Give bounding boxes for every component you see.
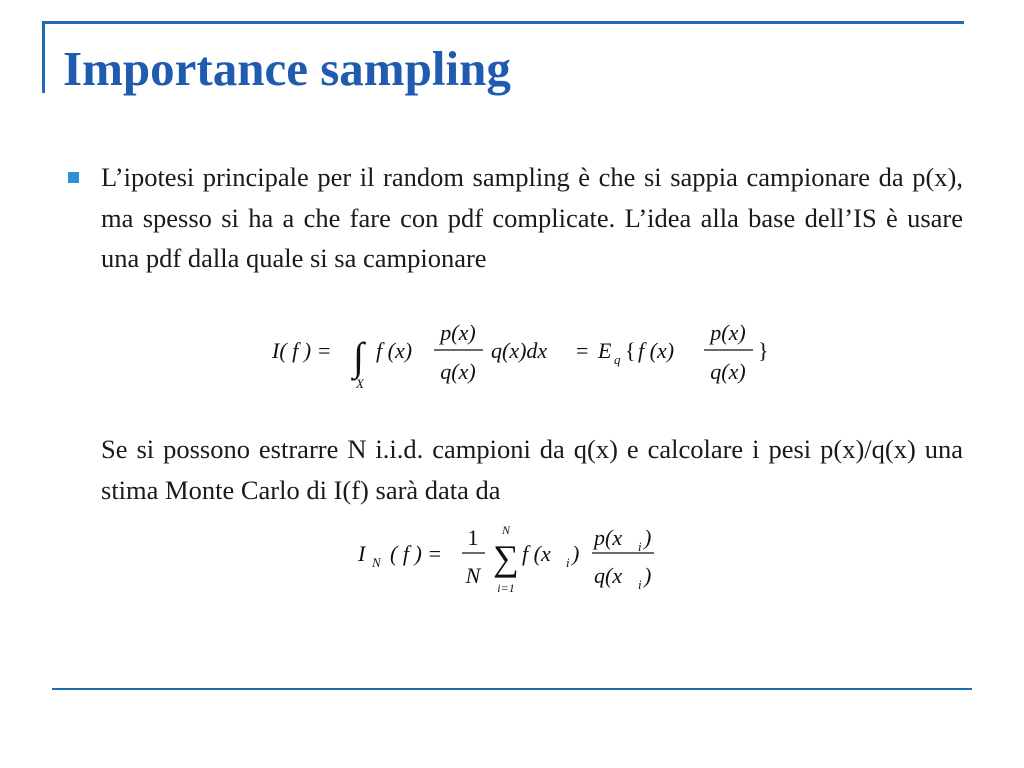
integral-sign: ∫	[353, 334, 364, 379]
title-frame-top-line	[42, 21, 964, 24]
eq1-fraction2-numerator: p(x)	[710, 320, 746, 345]
eq1-expectation: E	[598, 338, 612, 363]
eq2-numerator-subscript: i	[638, 539, 642, 554]
eq1-lhs: I( f ) =	[272, 338, 332, 363]
eq1-fraction-numerator: p(x)	[440, 320, 476, 345]
eq2-N: N	[465, 563, 481, 588]
equation-importance-integral	[262, 316, 782, 398]
eq2-lhs-rest: ( f ) =	[390, 541, 443, 566]
bullet-square-icon	[68, 172, 79, 183]
eq2-f-close: )	[572, 541, 580, 566]
eq1-f-of-x: f (x)	[376, 338, 413, 363]
eq2-sum-upper: N	[501, 523, 511, 537]
eq2-numerator-close: )	[644, 525, 652, 550]
eq1-brace-close: }	[758, 338, 769, 363]
eq2-I-subscript: N	[372, 555, 381, 570]
equation-monte-carlo-estimate	[352, 520, 662, 600]
eq2-I: I	[358, 541, 366, 566]
eq1-fraction-denominator: q(x)	[440, 359, 476, 384]
slide-title: Importance sampling	[63, 41, 511, 96]
eq1-expectation-subscript: q	[614, 352, 621, 367]
eq1-f-of-x-2: f (x)	[638, 338, 675, 363]
eq2-one: 1	[467, 525, 479, 550]
summation-sign: ∑	[493, 538, 519, 578]
title-frame-left-line	[42, 21, 45, 93]
paragraph-hypothesis: L’ipotesi principale per il random sampling è che si sappia campionare da p(x), ma spesso si ha a che fare con pdf complicate. L’idea alla base dell’IS è usare una pdf dalla quale si sa campionare	[101, 162, 963, 273]
eq1-fraction2-denominator: q(x)	[710, 359, 746, 384]
eq1-integral-subscript: X	[356, 376, 364, 391]
eq2-f-of-x: f (x	[522, 541, 551, 566]
eq2-denominator-close: )	[644, 563, 652, 588]
footer-divider-line	[52, 688, 972, 690]
paragraph-monte-carlo: Se si possono estrarre N i.i.d. campioni da q(x) e calcolare i pesi p(x)/q(x) una stima Monte Carlo di I(f) sarà data da	[101, 434, 963, 505]
eq2-denominator-subscript: i	[638, 577, 642, 592]
eq2-denominator: q(x	[594, 563, 623, 588]
eq1-equals: =	[576, 338, 589, 363]
eq2-numerator: p(x	[594, 525, 623, 550]
eq1-brace-open: {	[625, 338, 636, 363]
eq2-sum-lower: i=1	[497, 581, 515, 595]
eq2-f-subscript-i: i	[566, 555, 570, 570]
eq1-q-dx: q(x)dx	[491, 338, 548, 363]
